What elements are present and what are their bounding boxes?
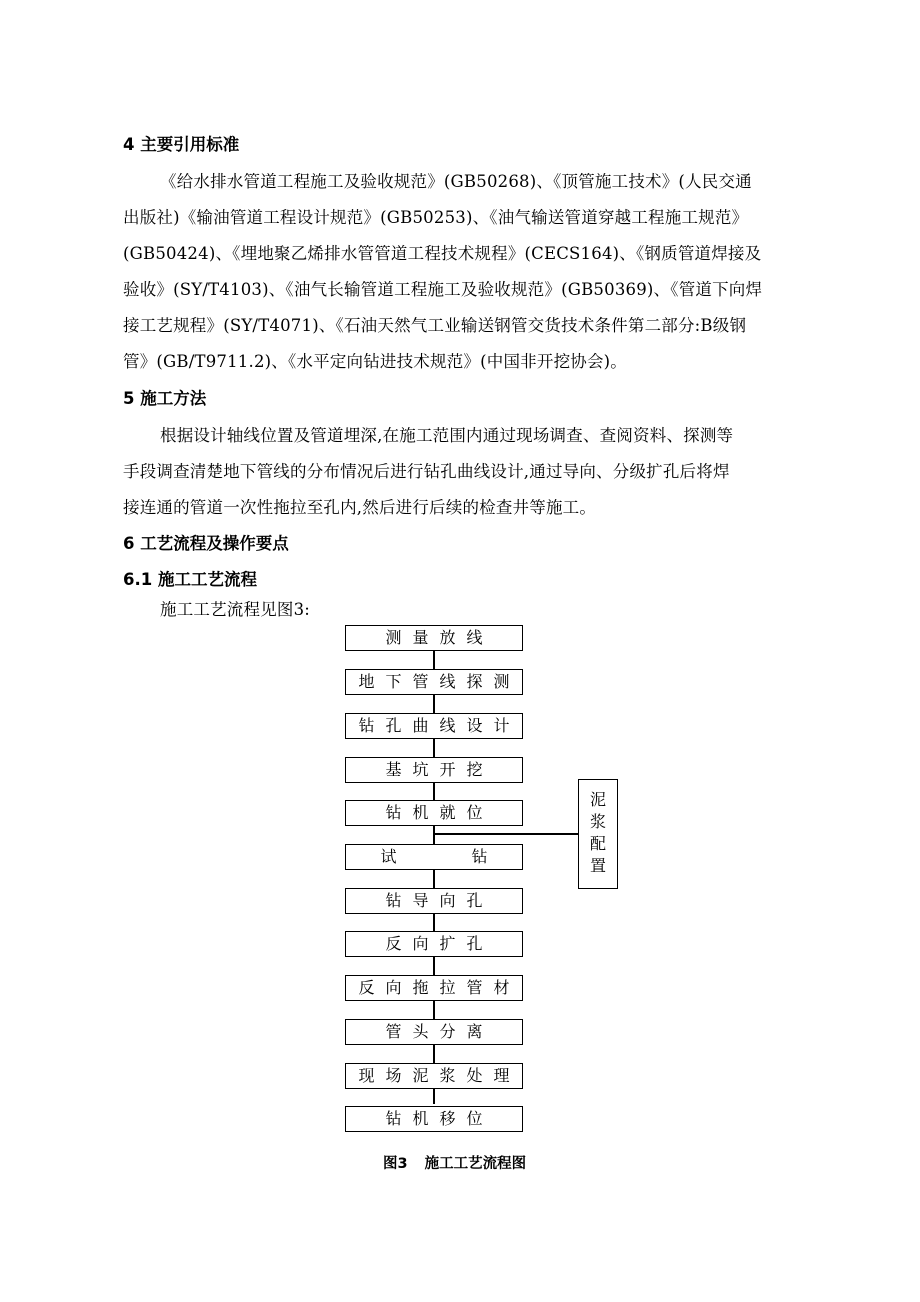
flow-step: 管头分离 <box>345 1019 523 1045</box>
section-6-1-title: 6.1 施工工艺流程 <box>123 570 257 589</box>
side-connector-line <box>433 833 578 835</box>
mud-preparation-box <box>578 779 618 889</box>
flow-step: 钻孔曲线设计 <box>345 713 523 739</box>
flow-step: 测量放线 <box>345 625 523 651</box>
side-box-char: 泥 <box>589 790 606 809</box>
flow-step: 基坑开挖 <box>345 757 523 783</box>
section-5-line: 根据设计轴线位置及管道埋深,在施工范围内通过现场调查、查阅资料、探测等 <box>160 426 734 445</box>
section-4-line: (GB50424)、《埋地聚乙烯排水管管道工程技术规程》(CECS164)、《钢质管道焊接及 <box>123 244 762 263</box>
flow-step: 地下管线探测 <box>345 669 523 695</box>
side-box-char: 浆 <box>589 812 606 831</box>
flow-step: 试 钻 <box>345 844 523 870</box>
flow-step: 反向扩孔 <box>345 931 523 957</box>
section-5-line: 手段调查清楚地下管线的分布情况后进行钻孔曲线设计,通过导向、分级扩孔后将焊 <box>123 462 730 481</box>
flow-step: 钻导向孔 <box>345 888 523 914</box>
figure-caption: 图3 施工工艺流程图 <box>383 1156 527 1172</box>
section-4-line: 《给水排水管道工程施工及验收规范》(GB50268)、《顶管施工技术》(人民交通 <box>160 172 752 191</box>
section-6-1-intro: 施工工艺流程见图3: <box>160 600 311 619</box>
flow-step: 钻机就位 <box>345 800 523 826</box>
section-4-line: 出版社)《输油管道工程设计规范》(GB50253)、《油气输送管道穿越工程施工规范》 <box>123 208 749 227</box>
side-box-char: 置 <box>589 856 606 875</box>
flow-step: 反向拖拉管材 <box>345 975 523 1001</box>
section-5-title: 5 施工方法 <box>123 389 207 408</box>
side-box-char: 配 <box>589 834 606 853</box>
section-4-line: 管》(GB/T9711.2)、《水平定向钻进技术规范》(中国非开挖协会)。 <box>123 352 628 371</box>
section-4-line: 接工艺规程》(SY/T4071)、《石油天然气工业输送钢管交货技术条件第二部分:B级钢 <box>123 316 747 335</box>
section-6-title: 6 工艺流程及操作要点 <box>123 534 289 553</box>
flow-step: 现场泥浆处理 <box>345 1063 523 1089</box>
section-4-title: 4 主要引用标准 <box>123 135 240 154</box>
section-5-line: 接连通的管道一次性拖拉至孔内,然后进行后续的检查井等施工。 <box>123 498 597 517</box>
flow-step: 钻机移位 <box>345 1106 523 1132</box>
section-4-line: 验收》(SY/T4103)、《油气长输管道工程施工及验收规范》(GB50369)、《管道下向焊 <box>123 280 763 299</box>
